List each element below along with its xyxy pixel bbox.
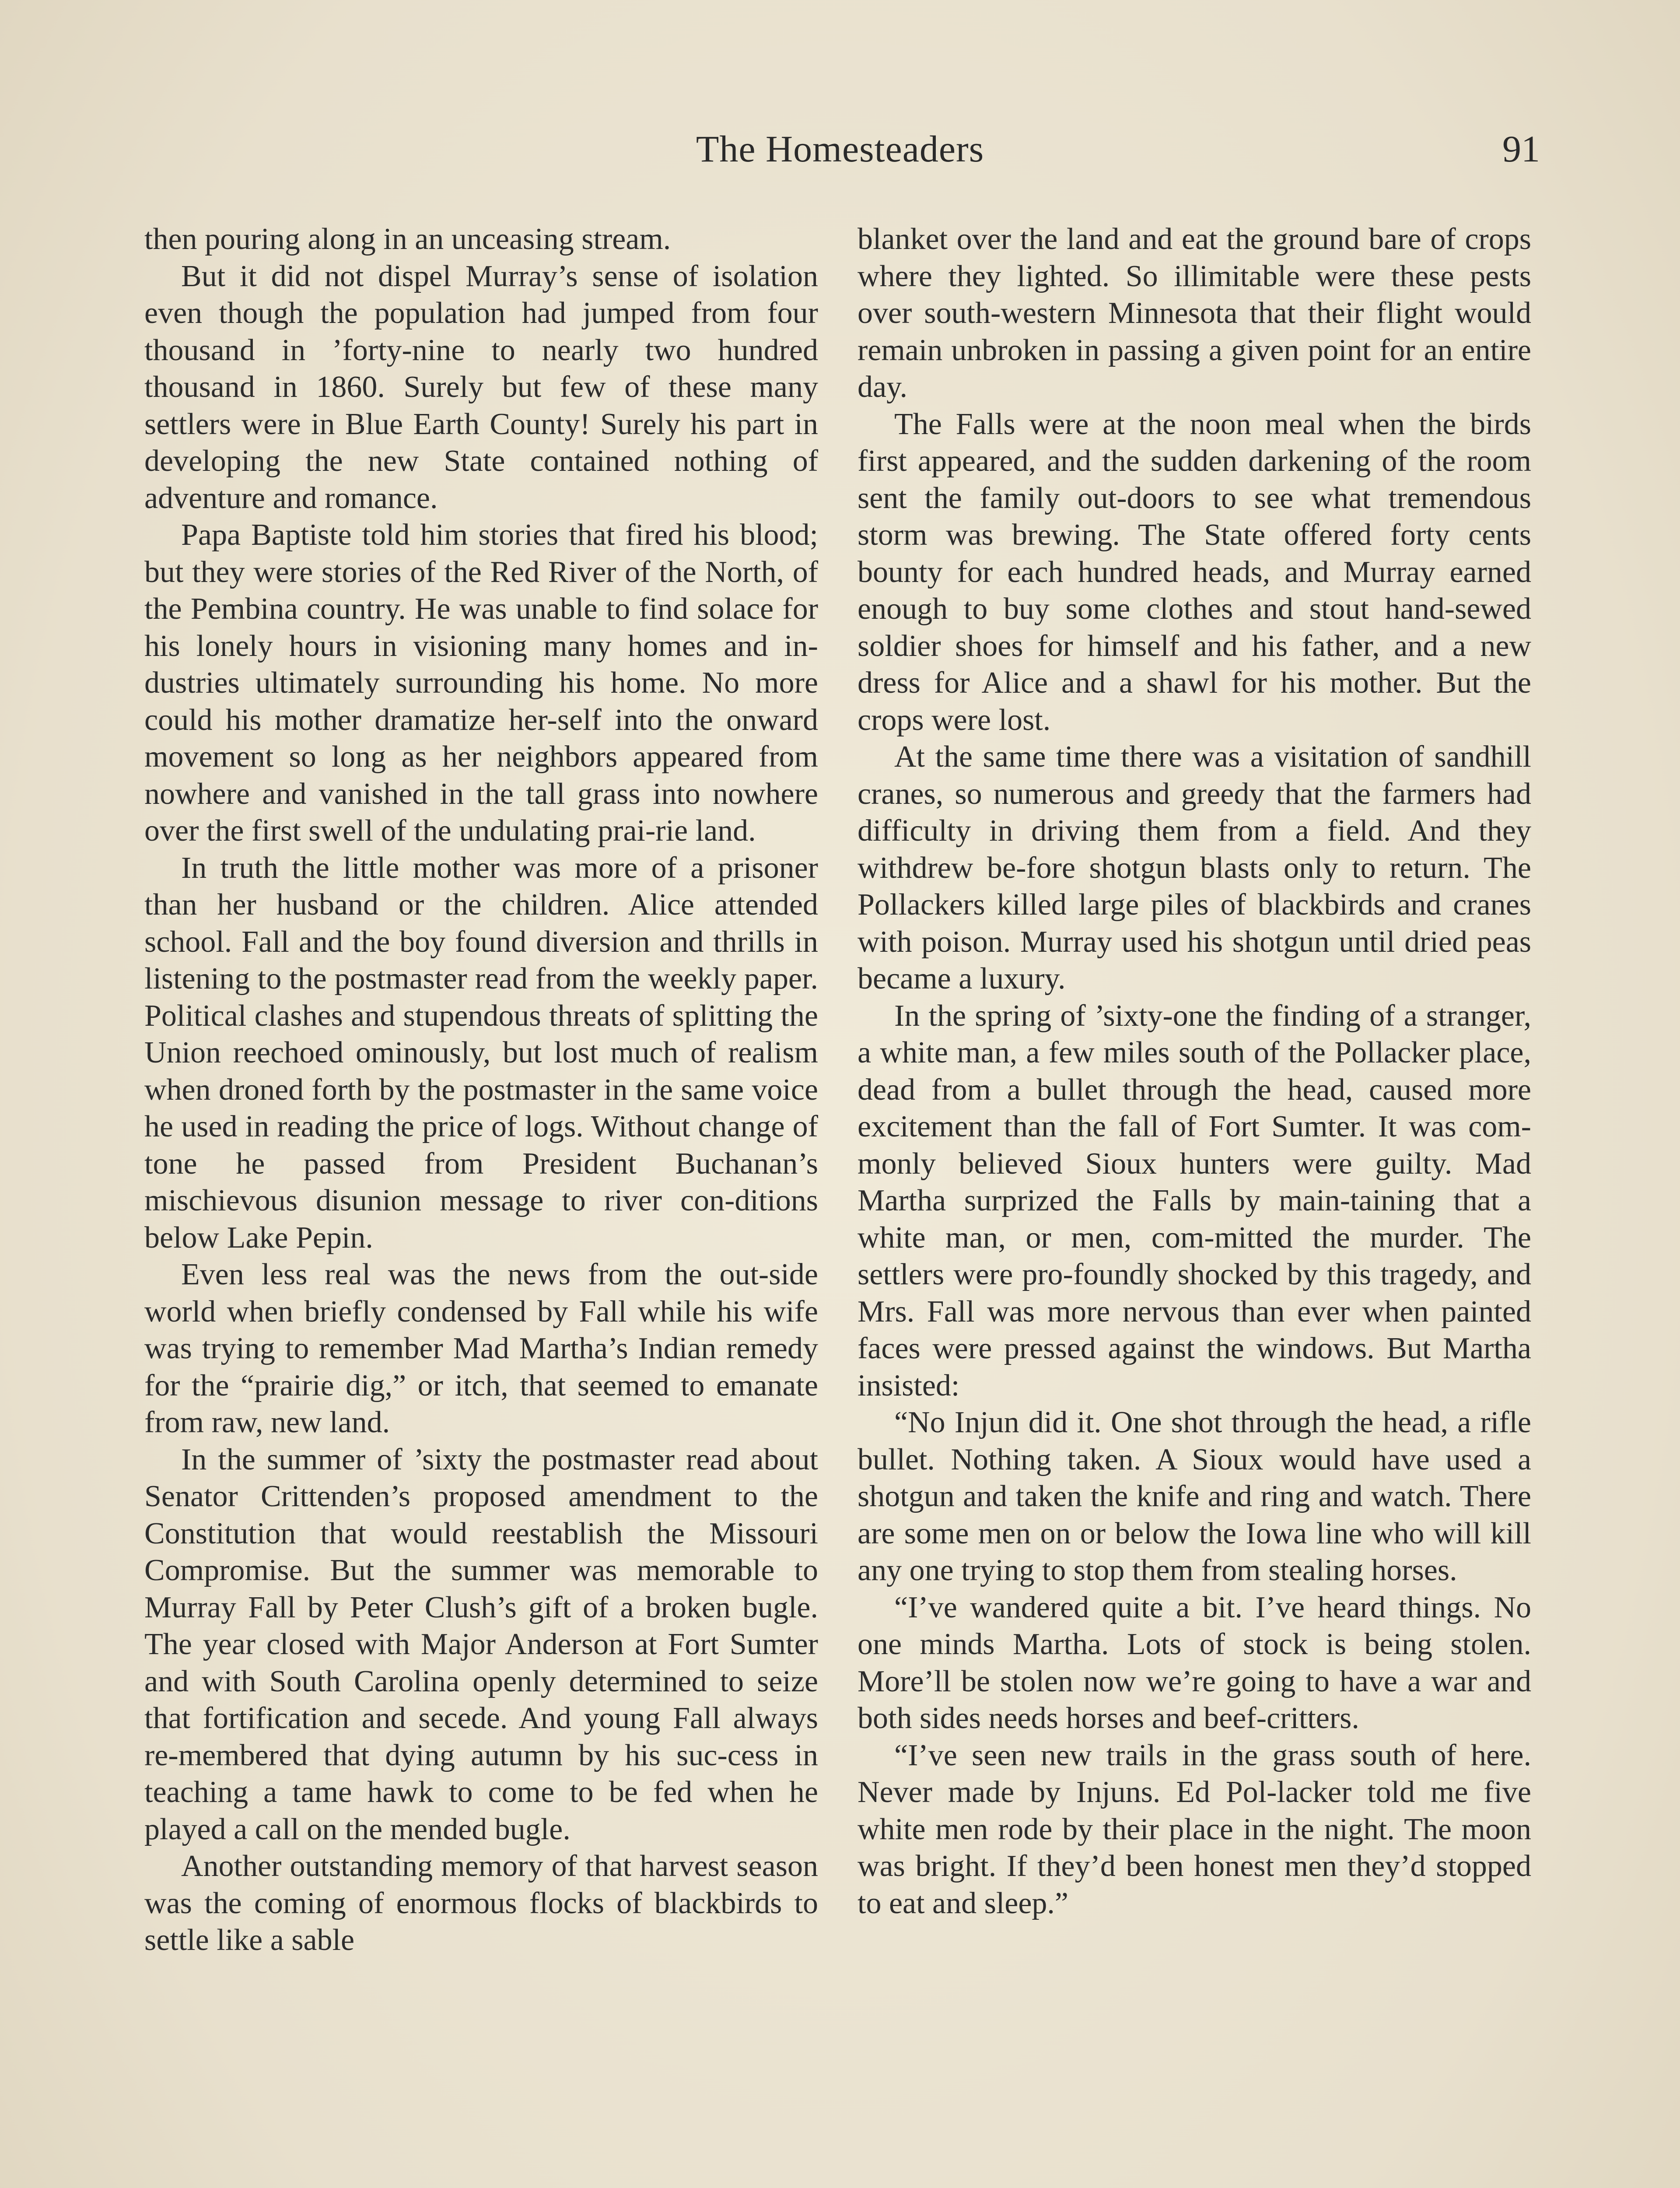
page-number: 91 (1502, 128, 1540, 170)
paragraph: “I’ve wandered quite a bit. I’ve heard things. No one minds Martha. Lots of stock is being stolen. More’ll be stolen now we’re going to have a war and both sides needs horses and beef-critters. (858, 1590, 1531, 1735)
left-column (144, 221, 818, 1959)
paragraph: Another outstanding memory of that harvest season was the coming of enormous flocks of blackbirds to settle like a sable (144, 1849, 818, 1957)
page-header (140, 127, 1540, 179)
paragraph: In truth the little mother was more of a prisoner than her husband or the children. Alice attended school. Fall and the boy found diversion and thrills in listening to the postmaster read from the weekly paper. Political clashes and stupendous threats of splitting the Union reechoed ominously, but lost much of realism when droned forth by the postmaster in the same voice he used in reading the price of logs. Without change of tone he passed from President Buchanan’s mischievous disunion message to river con-ditions below Lake Pepin. (144, 851, 818, 1255)
paragraph: blanket over the land and eat the ground bare of crops where they lighted. So illimitable were these pests over south-western Minnesota that their flight would remain unbroken in passing a given point for an entire day. (858, 222, 1531, 404)
paragraph: then pouring along in an unceasing stream. (144, 222, 671, 256)
paragraph: The Falls were at the noon meal when the birds first appeared, and the sudden darkening of the room sent the family out-doors to see what tremendous storm was brewing. The State offered forty cents bounty for each hundred heads, and Murray earned enough to buy some clothes and stout hand-sewed soldier shoes for himself and his father, and a new dress for Alice and a shawl for his mother. But the crops were lost. (858, 407, 1531, 737)
paragraph: In the spring of ’sixty-one the finding of a stranger, a white man, a few miles south of the Pollacker place, dead from a bullet through the head, caused more excitement than the fall of Fort Sumter. It was com-monly believed Sioux hunters were guilty. Mad Martha surprized the Falls by main-taining that a white man, or men, com-mitted the murder. The settlers were pro-foundly shocked by this tragedy, and Mrs. Fall was more nervous than ever when painted faces were pressed against the windows. But Martha insisted: (858, 999, 1531, 1403)
paragraph: “No Injun did it. One shot through the head, a rifle bullet. Nothing taken. A Sioux would have used a shotgun and taken the knife and ring and watch. There are some men on or below the Iowa line who will kill any one trying to stop them from stealing horses. (858, 1406, 1531, 1587)
paragraph: At the same time there was a visitation of sandhill cranes, so numerous and greedy that the farmers had difficulty in driving them from a field. And they withdrew be-fore shotgun blasts only to return. The Pollackers killed large piles of blackbirds and cranes with poison. Murray used his shotgun until dried peas became a luxury. (858, 740, 1531, 996)
paragraph: Papa Baptiste told him stories that fired his blood; but they were stories of the Red River of the North, of the Pembina country. He was unable to find solace for his lonely hours in visioning many homes and in-dustries ultimately surrounding his home. No more could his mother dramatize her-self into the onward movement so long as her neighbors appeared from nowhere and vanished in the tall grass into nowhere over the first swell of the undulating prai-rie land. (144, 518, 818, 848)
right-column (858, 221, 1531, 1922)
paragraph: “I’ve seen new trails in the grass south of here. Never made by Injuns. Ed Pol-lacker told me five white men rode by their place in the night. The moon was bright. If they’d been honest men they’d stopped to eat and sleep.” (858, 1738, 1531, 1920)
running-title: The Homesteaders (696, 128, 984, 170)
paragraph: In the summer of ’sixty the postmaster read about Senator Crittenden’s proposed amendment to the Constitution that would reestablish the Missouri Compromise. But the summer was memorable to Murray Fall by Peter Clush’s gift of a broken bugle. The year closed with Major Anderson at Fort Sumter and with South Carolina openly determined to seize that fortification and secede. And young Fall always re-membered that dying autumn by his suc-cess in teaching a tame hawk to come to be fed when he played a call on the mended bugle. (144, 1442, 818, 1846)
paragraph: Even less real was the news from the out-side world when briefly condensed by Fall while his wife was trying to remember Mad Martha’s Indian remedy for the “prairie dig,” or itch, that seemed to emanate from raw, new land. (144, 1258, 818, 1439)
paragraph: But it did not dispel Murray’s sense of isolation even though the population had jumped from four thousand in ’forty-nine to nearly two hundred thousand in 1860. Surely but few of these many settlers were in Blue Earth County! Surely his part in developing the new State contained nothing of adventure and romance. (144, 259, 818, 515)
